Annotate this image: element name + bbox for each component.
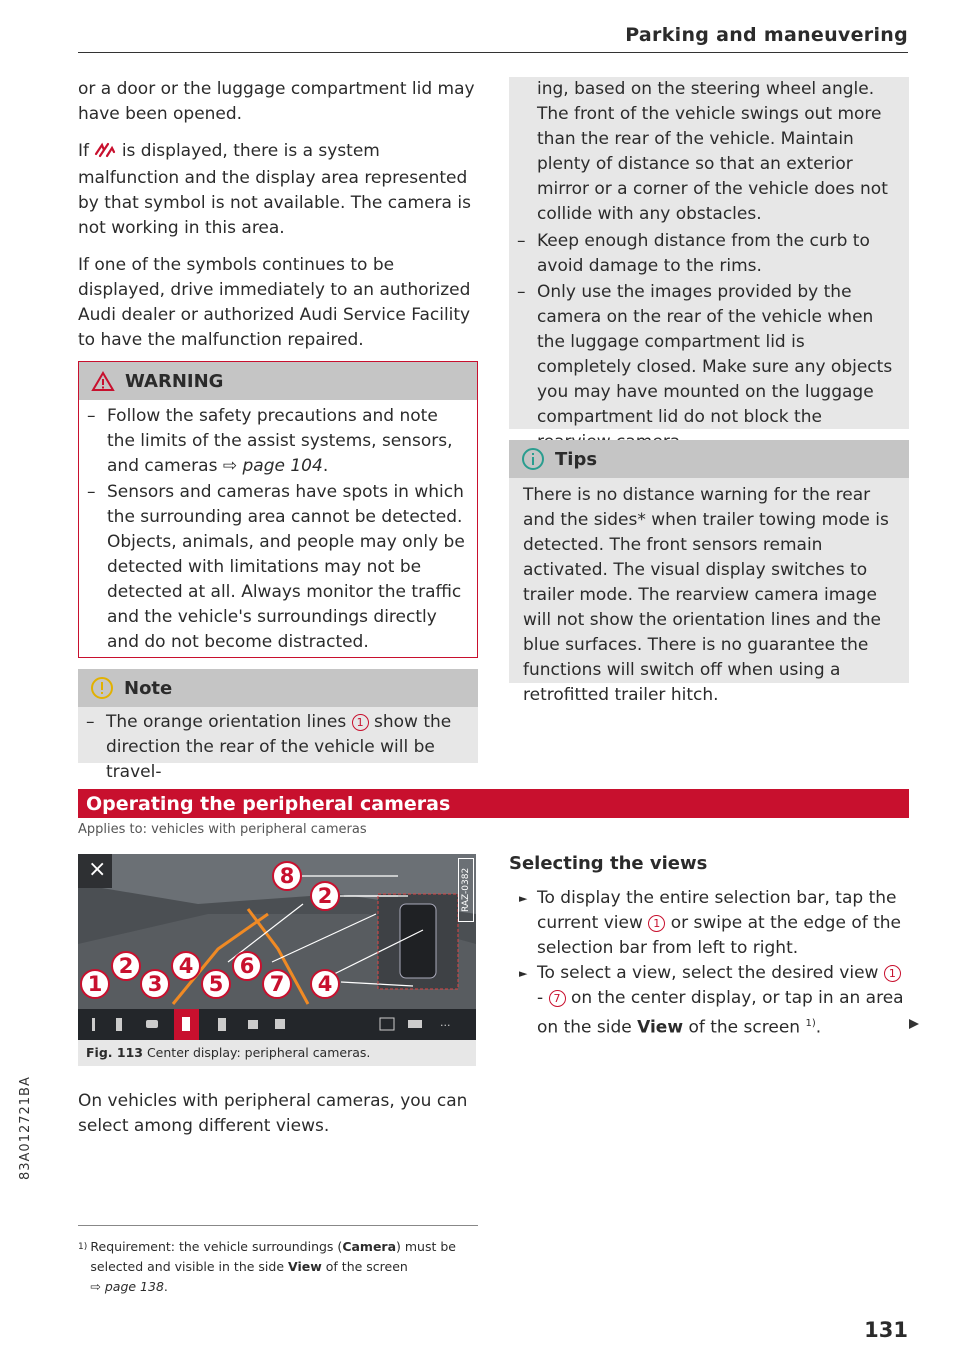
callout-number: 1 bbox=[884, 965, 901, 982]
info-circle-icon bbox=[521, 447, 545, 471]
paragraph bbox=[78, 139, 478, 241]
tips-header bbox=[509, 440, 909, 478]
continued-arrow-icon bbox=[908, 1018, 920, 1034]
paragraph: or a door or the luggage compartment lid may have been opened. bbox=[78, 79, 475, 124]
left-bottom-text bbox=[78, 1089, 478, 1139]
figure-peripheral-cameras bbox=[78, 854, 476, 1040]
figure-caption: Fig. 113 Center display: peripheral cameras. bbox=[78, 1040, 476, 1066]
list-item: – Only use the images provided by the camera on the rear of the vehicle when the luggage compartment lid is completely closed. Make sure any objects you may have mounted on the luggage compartment lid do not block the bbox=[511, 280, 899, 455]
footnote-rule bbox=[78, 1225, 478, 1226]
warning-box bbox=[78, 361, 478, 658]
camera-malfunction-icon bbox=[94, 141, 116, 166]
note-header bbox=[78, 669, 478, 707]
applies-to-text: Applies to: vehicles with peripheral cameras bbox=[78, 822, 367, 837]
document-code: 83A012721BA bbox=[18, 1076, 33, 1180]
list-item: – The orange orientation lines 1 show the direction the rear of the vehicle will be travel- bbox=[80, 710, 468, 785]
page-reference-link[interactable]: ⇨ page 138 bbox=[90, 1279, 164, 1294]
warning-triangle-icon bbox=[91, 371, 115, 391]
note-box bbox=[78, 669, 478, 782]
paragraph: On vehicles with peripheral cameras, you can select among different views. bbox=[78, 1091, 468, 1136]
left-intro bbox=[78, 77, 478, 353]
callout-4: 4 bbox=[171, 951, 201, 981]
warning-header bbox=[79, 362, 477, 400]
tips-title: Tips bbox=[555, 448, 598, 470]
footnote: 1) Requirement: the vehicle surroundings (Camera) must be selected and visible in the side View of the screen ⇨ page 138. bbox=[78, 1239, 456, 1294]
note-box-continued bbox=[509, 77, 909, 429]
callout-number: 7 bbox=[549, 990, 566, 1007]
callout-number: 1 bbox=[352, 714, 369, 731]
paragraph: There is no distance warning for the rear and the sides* when trailer towing mode is detected. The front sensors remain activated. The visual display switches to trailer mode. The rearview camera image will not show the orientation lines and the blue surfaces. There is no guarantee the functions will switch off when using a retrofitted trailer hitch. bbox=[523, 485, 889, 705]
step-item: ► To select a view, select the desired view 1 - 7 on the center display, or tap in an area on the side View of the screen $^{1)}$. bbox=[509, 961, 909, 1041]
list-item: – Sensors and cameras have spots in which the surrounding area cannot be detected. Objects, animals, and people may only be detected with limitations may not be detected at all. Always monitor the traffic and the vehicle's surroundings directly and do not become distracted. bbox=[81, 480, 467, 655]
page-number: 131 bbox=[864, 1318, 908, 1342]
text: is displayed, there is a system malfunction and the display area represented by that symbol is not available. The camera is not working in this area. bbox=[78, 141, 471, 238]
svg-text:···: ··· bbox=[440, 1019, 451, 1032]
close-icon: × bbox=[88, 857, 107, 882]
page-reference-link[interactable]: ⇨ page 104 bbox=[222, 456, 323, 476]
callout-2: 2 bbox=[310, 881, 340, 911]
step-item: ► To display the entire selection bar, tap the current view 1 or swipe at the edge of the selection bar from left to right. bbox=[509, 886, 909, 961]
list-item: – Follow the safety precautions and note the limits of the assist systems, sensors, and cameras ⇨ page 104. bbox=[81, 404, 467, 479]
callout-7: 7 bbox=[262, 969, 292, 999]
note-title: Note bbox=[124, 677, 173, 699]
paragraph: If one of the symbols continues to be displayed, drive immediately to an authorized Audi dealer or authorized Audi Service Facility to have the malfunction repaired. bbox=[78, 255, 471, 350]
callout-1: 1 bbox=[80, 969, 110, 999]
subsection-title: Selecting the views bbox=[509, 853, 708, 874]
callout-4: 4 bbox=[310, 969, 340, 999]
exclamation-circle-icon bbox=[90, 676, 114, 700]
running-header: Parking and maneuvering bbox=[625, 24, 908, 46]
text: If bbox=[78, 141, 89, 161]
paragraph: ing, based on the steering wheel angle. The front of the vehicle swings out more than the rear of the vehicle. Maintain plenty of distance so that an exterior mirror or a corner of the vehicle does not collide with any obstacles. bbox=[537, 79, 888, 224]
figure-code: RAZ-0382 bbox=[458, 858, 474, 922]
section-title-banner: Operating the peripheral cameras bbox=[78, 789, 909, 818]
selecting-steps bbox=[509, 886, 909, 1041]
callout-6: 6 bbox=[232, 951, 262, 981]
callout-number: 1 bbox=[648, 915, 665, 932]
callout-5: 5 bbox=[201, 969, 231, 999]
tips-box bbox=[509, 440, 909, 705]
callout-2: 2 bbox=[111, 951, 141, 981]
warning-title: WARNING bbox=[125, 370, 224, 392]
header-rule bbox=[78, 52, 908, 53]
callout-8: 8 bbox=[272, 861, 302, 891]
list-item: – Keep enough distance from the curb to avoid damage to the rims. bbox=[511, 229, 899, 279]
callout-3: 3 bbox=[140, 969, 170, 999]
